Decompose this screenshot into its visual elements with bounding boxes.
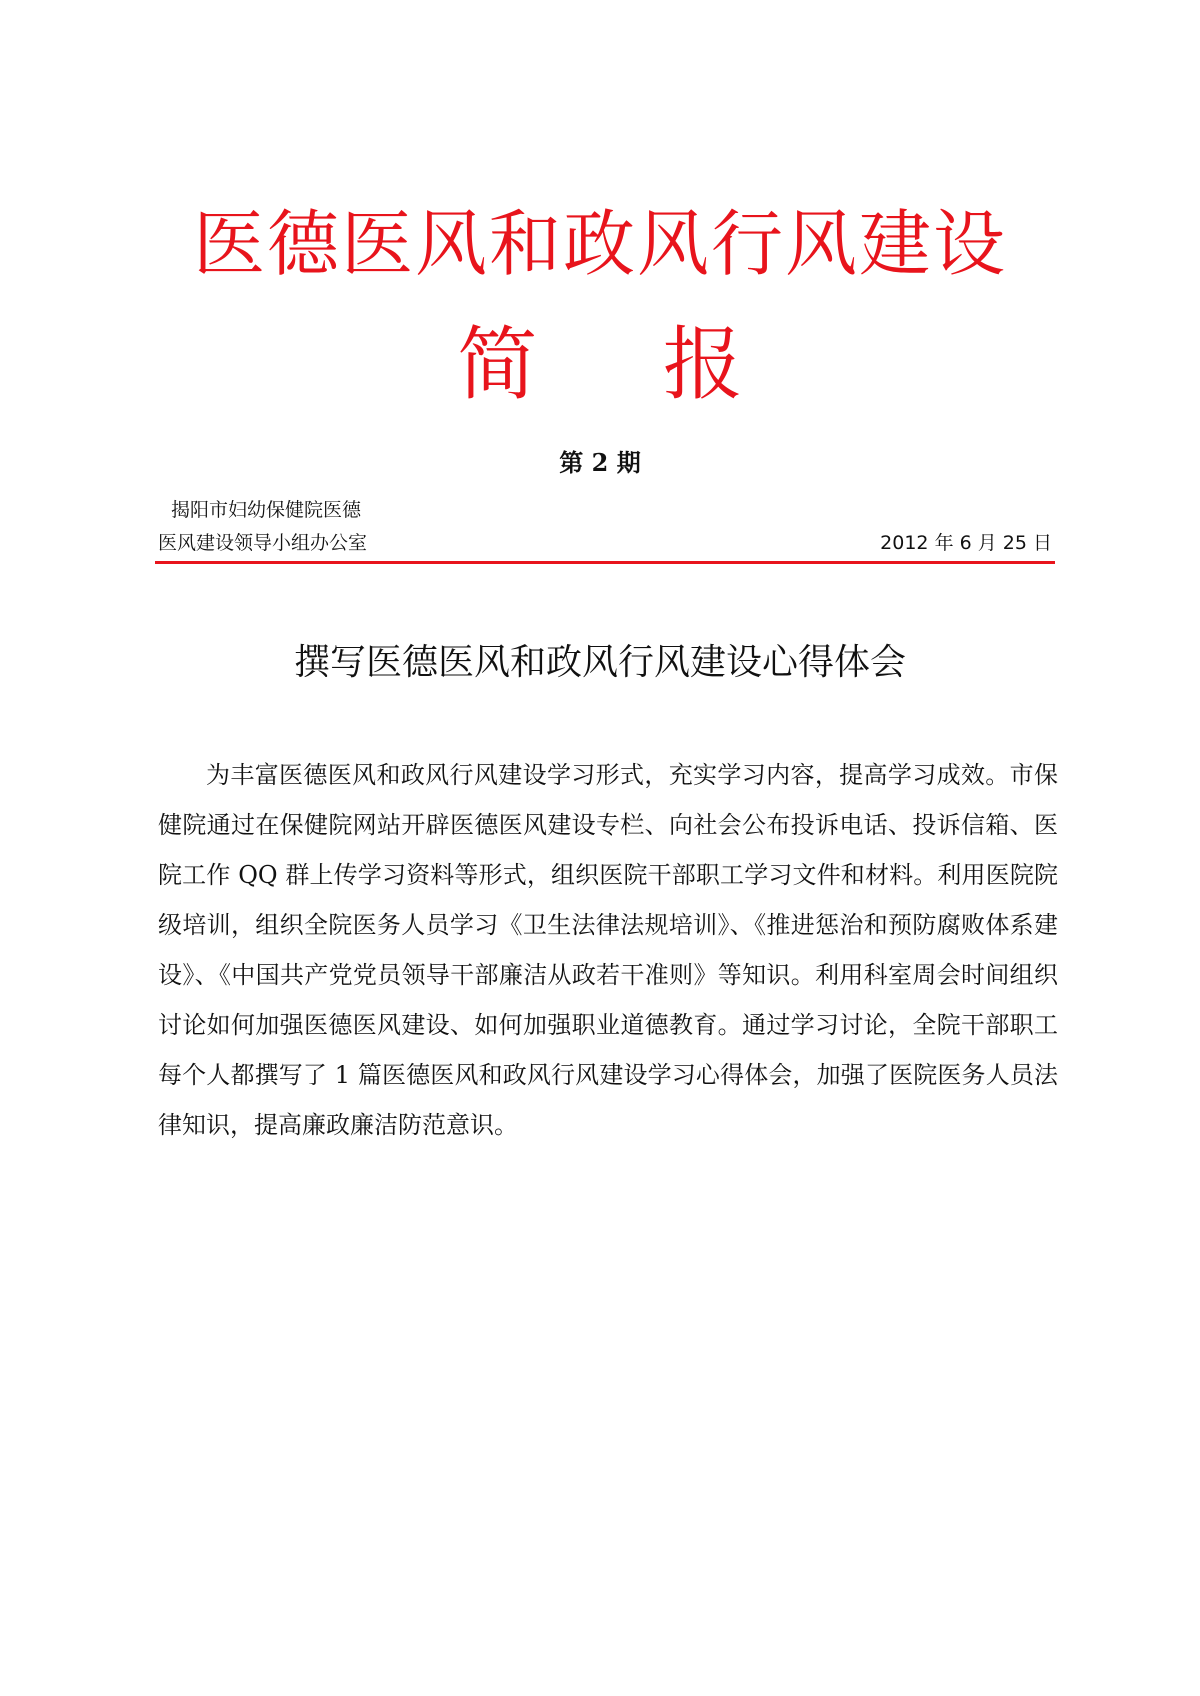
issuing-org-line1: 揭阳市妇幼保健院医德 xyxy=(171,499,362,521)
article-title: 撰写医德医风和政风行风建设心得体会 xyxy=(293,642,906,683)
article-body: 为丰富医德医风和政风行风建设学习形式，充实学习内容，提高学习成效。市保健院通过在保健院网站开辟医德医风建设专栏、向社会公布投诉电话、投诉信箱、医院工作 QQ 群上传学习资料等形式，组织医院干部职工学习文件和材料。利用医院院级培训，组织全院医务人员学习《卫生法律法规培训》、《推进惩治和预防腐败体系建设》、《中国共产党党员领导干部廉洁从政若干准则》等知识。利用科室周会时间组织讨论如何加强医德医风建设、如何加强职业道德教育。通过学习讨论，全院干部职工每个人都撰写了 1 篇医德医风和政风行风建设学习心得体会，加强了医院医务人员法律知识，提高廉政廉洁防范意识。 xyxy=(158,761,1058,1139)
issue-number: 第 2 期 xyxy=(559,448,641,477)
masthead-title: 医德医风和政风行风建设 xyxy=(192,202,1007,286)
masthead-subtitle: 简 报 xyxy=(457,318,743,411)
issuing-org-line2: 医风建设领导小组办公室 xyxy=(158,532,368,554)
issue-date: 2012 年 6 月 25 日 xyxy=(880,532,1052,554)
red-divider-line xyxy=(155,561,1055,564)
